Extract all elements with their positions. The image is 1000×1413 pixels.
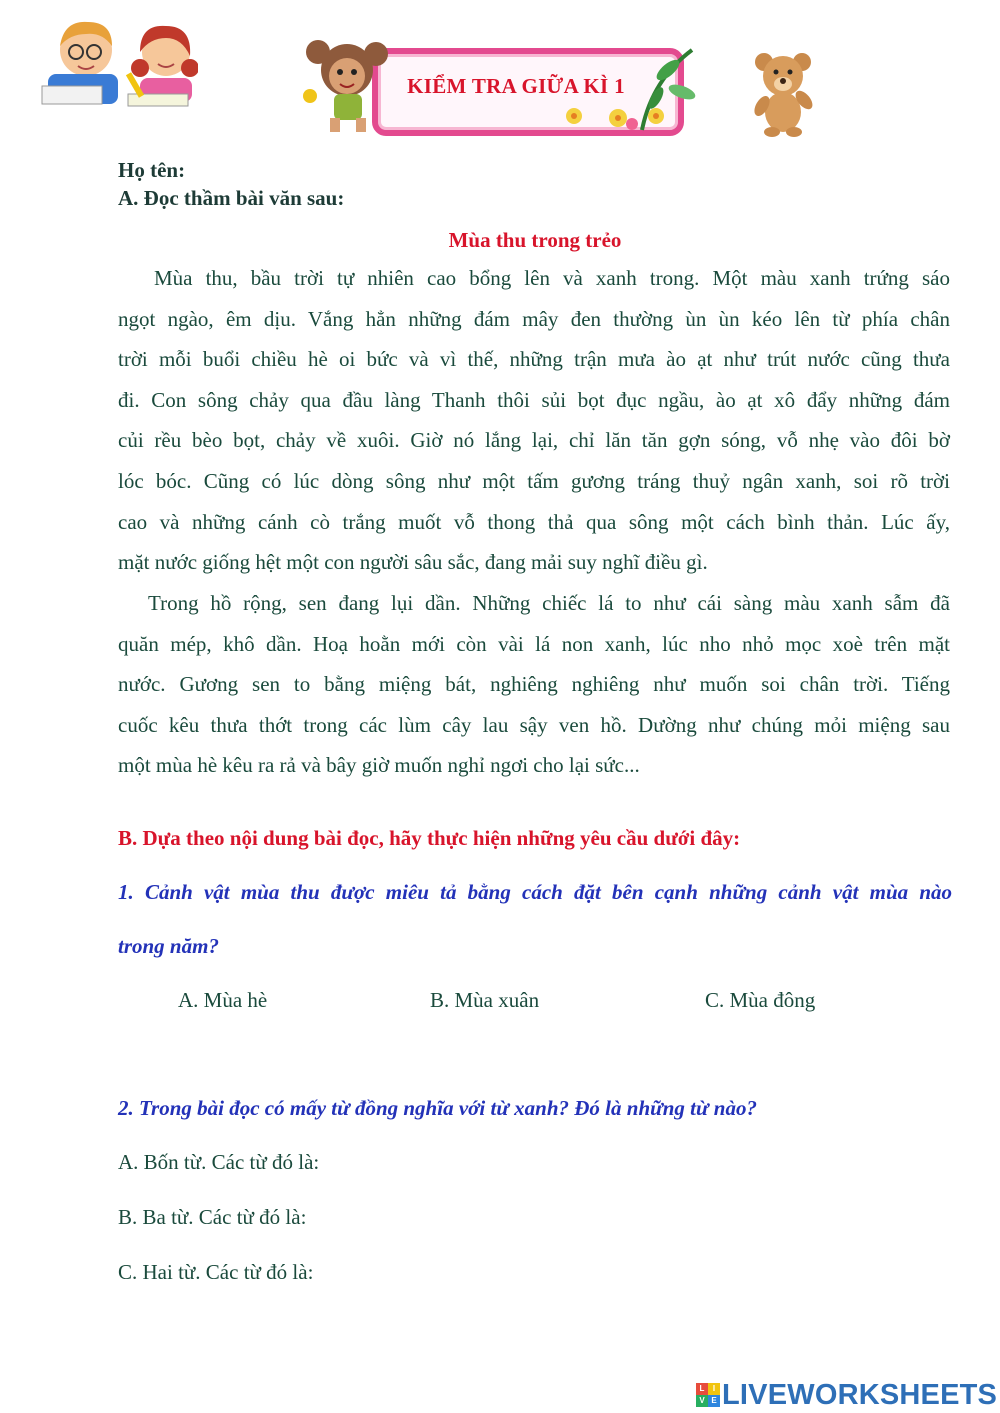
- question-2-option-c[interactable]: C. Hai từ. Các từ đó là:: [118, 1260, 314, 1284]
- story-paragraph-2: [118, 583, 950, 786]
- logo-letter: I: [708, 1383, 720, 1395]
- question-2-option-a[interactable]: A. Bốn từ. Các từ đó là:: [118, 1150, 320, 1174]
- question-1-option-c[interactable]: C. Mùa đông: [705, 988, 816, 1012]
- liveworksheets-logo: [696, 1378, 997, 1412]
- paragraph-line: mặt nước giống hệt một con người sâu sắc, đang mải suy nghĩ điều gì.: [118, 550, 708, 575]
- section-a-heading: A. Đọc thầm bài văn sau:: [118, 186, 345, 210]
- logo-letter: L: [696, 1383, 708, 1395]
- question-1-option-a[interactable]: A. Mùa hè: [178, 988, 268, 1012]
- doll-illustration: [300, 34, 400, 134]
- banner-title: KIỂM TRA GIỮA KÌ 1: [407, 74, 625, 98]
- paragraph-line: một mùa hè kêu ra rả và bây giờ muốn nghỉ ngơi cho lại sức...: [118, 753, 640, 778]
- kids-reading-illustration: [28, 12, 198, 122]
- paragraph-line: quăn mép, khô dần. Hoạ hoằn mới còn vài lá non xanh, lúc nho nhỏ mọc xoè trên mặt: [118, 631, 950, 656]
- teddy-bear-illustration: [748, 48, 818, 138]
- logo-letter: E: [708, 1395, 720, 1407]
- question-1-line-2: trong năm?: [118, 934, 219, 958]
- question-1-line-1: 1. Cảnh vật mùa thu được miêu tả bằng cách đặt bên cạnh những cảnh vật mùa nào: [118, 880, 952, 904]
- yellow-flowers-decoration: [560, 100, 680, 130]
- section-b-heading: B. Dựa theo nội dung bài đọc, hãy thực hiện những yêu cầu dưới đây:: [118, 826, 741, 850]
- paragraph-line: cuốc kêu thưa thớt trong các lùm cây lau sậy ven hồ. Dường như chúng mỏi miệng sau: [118, 712, 950, 737]
- paragraph-line: lóc bóc. Cũng có lúc dòng sông như một tấm gương tráng thuỷ ngân xanh, soi rõ trời: [118, 468, 950, 493]
- question-2-option-b[interactable]: B. Ba từ. Các từ đó là:: [118, 1205, 307, 1229]
- paragraph-line: ngọt ngào, êm dịu. Vắng hẳn những đám mây đen thường ùn ùn kéo lên từ phía chân: [118, 306, 950, 331]
- paragraph-line: cao và những cánh cò trắng muốt vỗ thong thả qua sông một cách bình thản. Lúc ấy,: [118, 509, 950, 534]
- paragraph-line: Trong hồ rộng, sen đang lụi dần. Những chiếc lá to như cái sàng màu xanh sẫm đã: [148, 591, 950, 615]
- paragraph-line: củi rều bèo bọt, chảy về xuôi. Giờ nó lắng lại, chỉ lăn tăn gợn sóng, vỗ nhẹ vào đôi bờ: [118, 428, 950, 453]
- story-paragraph-1: [118, 258, 950, 583]
- logo-squares-icon: [696, 1383, 720, 1407]
- paragraph-line: Mùa thu, bầu trời tự nhiên cao bổng lên và xanh trong. Một màu xanh trứng sáo: [154, 266, 950, 290]
- story-title: Mùa thu trong trẻo: [448, 228, 622, 252]
- student-name-label: Họ tên:: [118, 158, 186, 182]
- question-1-option-b[interactable]: B. Mùa xuân: [430, 988, 540, 1012]
- paragraph-line: đi. Con sông chảy qua đầu làng Thanh thôi sủi bọt đục ngầu, ào ạt xô đẩy những đám: [118, 387, 950, 412]
- paragraph-line: trời mỗi buổi chiều hè oi bức và vì thế, những trận mưa ào ạt như trút nước cũng thưa: [118, 347, 950, 372]
- logo-text: LIVEWORKSHEETS: [722, 1378, 998, 1411]
- logo-letter: V: [696, 1395, 708, 1407]
- question-2-text: 2. Trong bài đọc có mấy từ đồng nghĩa với từ xanh? Đó là những từ nào?: [118, 1096, 757, 1120]
- paragraph-line: nước. Gương sen to bằng miệng bát, nghiêng nghiêng như muốn soi chân trời. Tiếng: [118, 672, 950, 697]
